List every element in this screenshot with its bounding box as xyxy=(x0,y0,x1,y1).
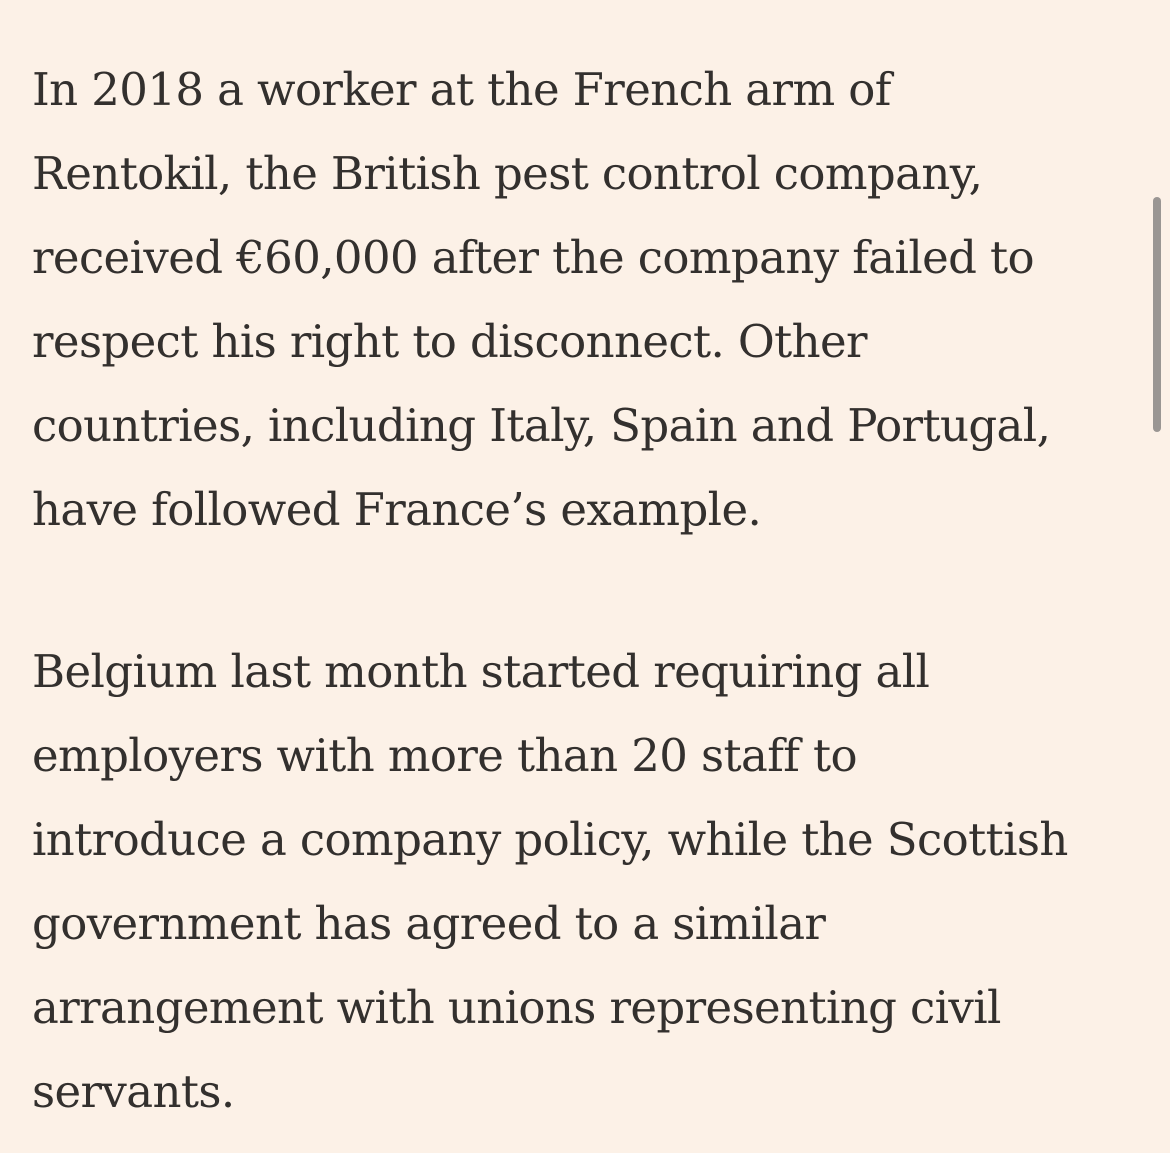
text-line: Belgium last month started requiring all xyxy=(32,645,930,698)
article-body xyxy=(32,48,1162,1134)
text-line: respect his right to disconnect. Other xyxy=(32,315,867,368)
scrollbar-thumb[interactable] xyxy=(1153,197,1161,432)
text-line: employers with more than 20 staff to xyxy=(32,729,857,782)
text-line: countries, including Italy, Spain and Portugal, xyxy=(32,399,1051,452)
text-line: arrangement with unions representing civil xyxy=(32,981,1001,1034)
text-line: received €60,000 after the company failed to xyxy=(32,231,1035,284)
text-line: introduce a company policy, while the Scottish xyxy=(32,813,1068,866)
text-line: servants. xyxy=(32,1065,235,1118)
paragraph-2 xyxy=(32,630,1162,1134)
text-line: have followed France’s example. xyxy=(32,483,762,536)
text-line: government has agreed to a similar xyxy=(32,897,826,950)
text-line: Rentokil, the British pest control company, xyxy=(32,147,983,200)
paragraph-spacer xyxy=(32,552,1162,630)
paragraph-1 xyxy=(32,48,1162,552)
text-line: In 2018 a worker at the French arm of xyxy=(32,63,891,116)
